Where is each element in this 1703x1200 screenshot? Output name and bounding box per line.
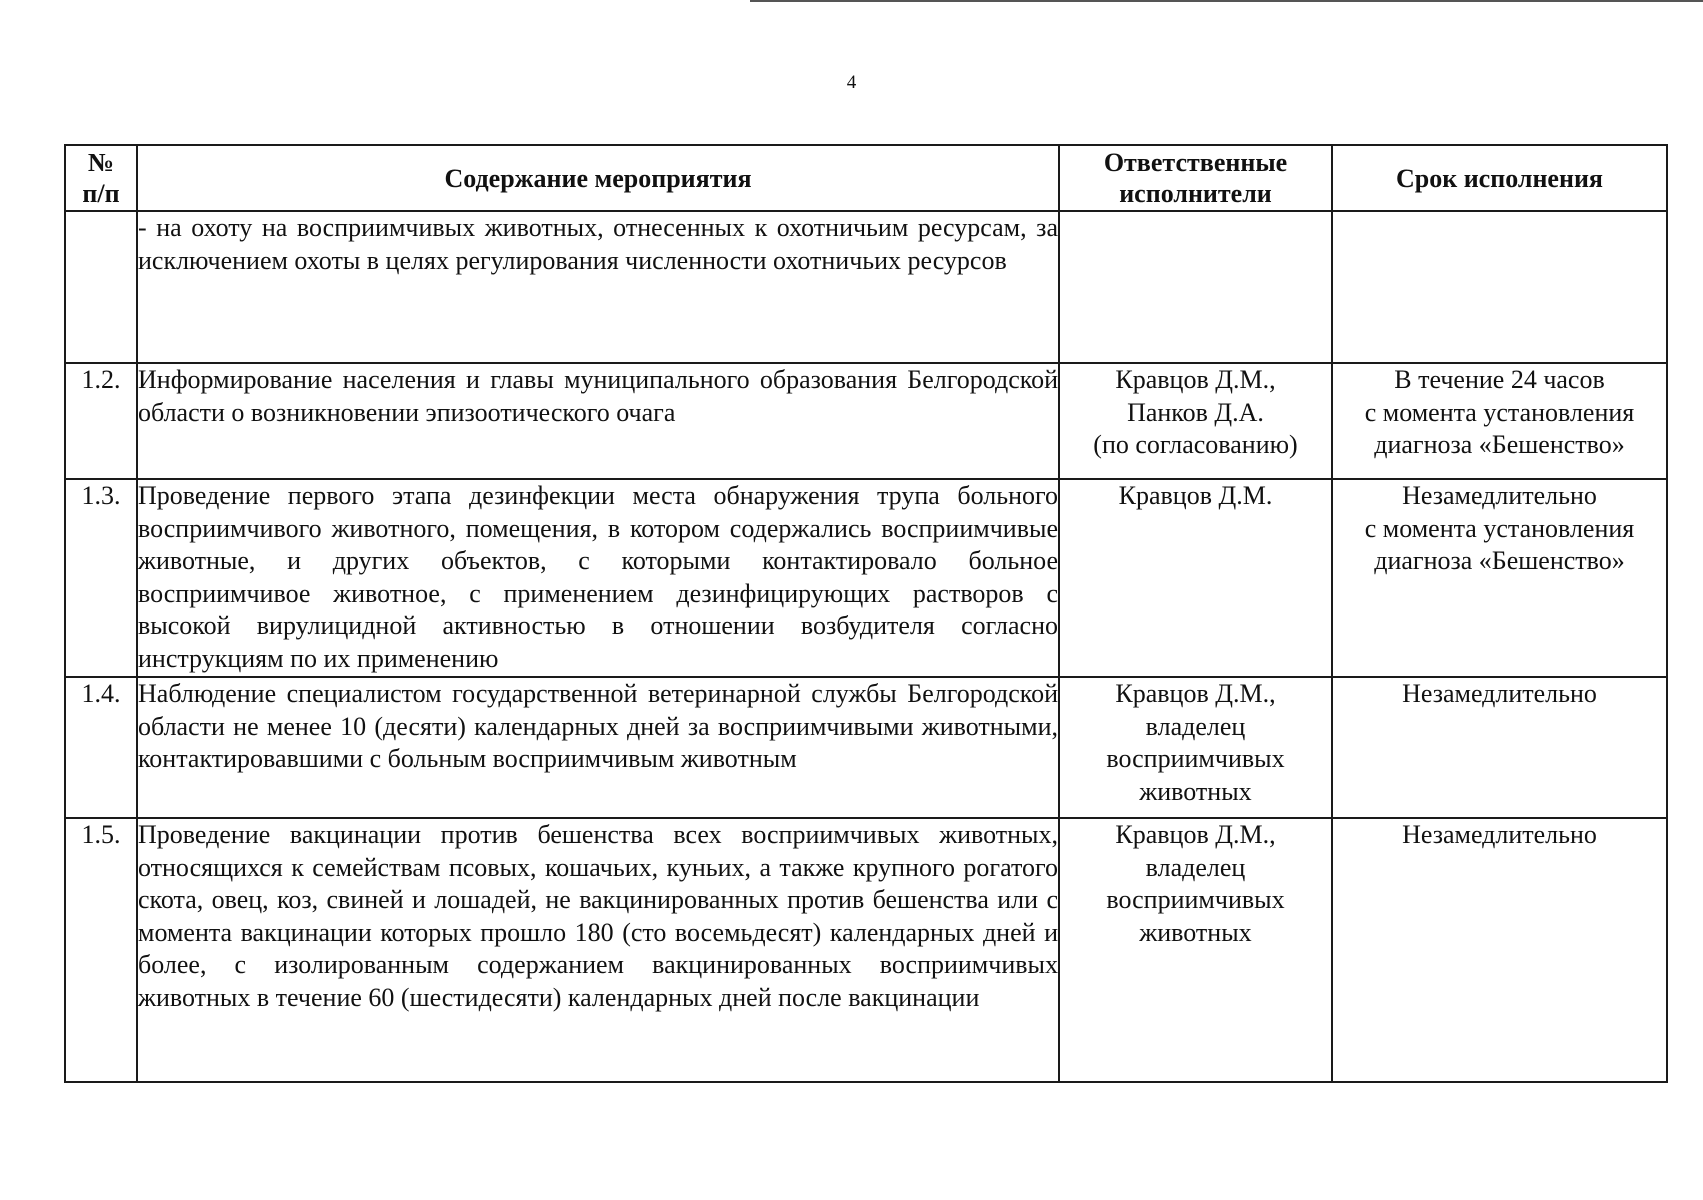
- row-deadline: [1332, 677, 1667, 818]
- table-row: [65, 818, 1667, 1082]
- responsible-line: Кравцов Д.М.,: [1115, 365, 1276, 394]
- row-number: 1.4.: [65, 677, 137, 818]
- responsible-line: (по согласованию): [1093, 430, 1298, 460]
- header-responsible-line: Ответственные: [1103, 148, 1288, 177]
- deadline-line: с момента установления: [1364, 397, 1635, 427]
- measures-table: [64, 144, 1668, 1083]
- responsible-line: Кравцов Д.М.: [1118, 481, 1273, 510]
- row-responsible: [1059, 677, 1332, 818]
- row-deadline: [1332, 211, 1667, 363]
- header-responsible-line: исполнители: [1119, 179, 1272, 208]
- row-number: [65, 211, 137, 363]
- row-number: 1.5.: [65, 818, 137, 1082]
- responsible-line: владелец: [1145, 711, 1246, 741]
- row-number: 1.3.: [65, 479, 137, 677]
- responsible-line: животных: [1139, 776, 1252, 806]
- row-responsible: [1059, 479, 1332, 677]
- deadline-line: В течение 24 часов: [1394, 365, 1605, 394]
- responsible-line: восприимчивых: [1106, 744, 1285, 774]
- row-responsible: [1059, 363, 1332, 479]
- table-row: [65, 479, 1667, 677]
- table-row: [65, 363, 1667, 479]
- header-num: [65, 145, 137, 211]
- responsible-line: Кравцов Д.М.,: [1115, 820, 1276, 849]
- header-num-line: п/п: [82, 179, 120, 208]
- row-deadline: [1332, 818, 1667, 1082]
- header-deadline: Срок исполнения: [1332, 145, 1667, 211]
- responsible-line: владелец: [1145, 852, 1246, 882]
- deadline-line: диагноза «Бешенство»: [1374, 546, 1625, 576]
- responsible-line: восприимчивых: [1106, 885, 1285, 915]
- row-content: Проведение вакцинации против бешенства всех восприимчивых животных, относящихся к семействам псовых, кошачьих, куньих, а также крупного рогатого скота, овец, коз, свиней и лошадей, не вакцинированных против бешенства или с момента вакцинации которых прошло 180 (сто восемьдесят) календарных дней и более, с изолированным содержанием вакцинированных восприимчивых животных в течение 60 (шестидесяти) календарных дней после вакцинации: [137, 818, 1059, 1082]
- deadline-line: диагноза «Бешенство»: [1374, 430, 1625, 460]
- row-content: Наблюдение специалистом государственной ветеринарной службы Белгородской области не менее 10 (десяти) календарных дней за восприимчивыми животными, контактировавшими с больным восприимчивым животным: [137, 677, 1059, 818]
- responsible-line: Кравцов Д.М.,: [1115, 679, 1276, 708]
- deadline-line: Незамедлительно: [1402, 679, 1597, 708]
- row-content: - на охоту на восприимчивых животных, отнесенных к охотничьим ресурсам, за исключением охоты в целях регулирования численности охотничьих ресурсов: [137, 211, 1059, 363]
- row-responsible: [1059, 818, 1332, 1082]
- row-content: Проведение первого этапа дезинфекции места обнаружения трупа больного восприимчивого животного, помещения, в котором содержались восприимчивые животные, и других объектов, с которыми контактировало больное восприимчивое животное, с применением дезинфицирующих растворов с высокой вирулицидной активностью в отношении возбудителя согласно инструкциям по их применению: [137, 479, 1059, 677]
- header-responsible: [1059, 145, 1332, 211]
- deadline-line: Незамедлительно: [1402, 481, 1597, 510]
- row-deadline: [1332, 479, 1667, 677]
- top-rule: [750, 0, 1703, 2]
- table-row: [65, 211, 1667, 363]
- responsible-line: животных: [1139, 917, 1252, 947]
- row-content: Информирование населения и главы муниципального образования Белгородской области о возникновении эпизоотического очага: [137, 363, 1059, 479]
- table-row: [65, 677, 1667, 818]
- header-num-line: №: [87, 148, 115, 177]
- page-number: 4: [846, 72, 857, 93]
- deadline-line: с момента установления: [1364, 513, 1635, 543]
- row-number: 1.2.: [65, 363, 137, 479]
- table-header-row: [65, 145, 1667, 211]
- row-responsible: [1059, 211, 1332, 363]
- row-deadline: [1332, 363, 1667, 479]
- header-content: Содержание мероприятия: [137, 145, 1059, 211]
- responsible-line: Панков Д.А.: [1127, 397, 1264, 427]
- deadline-line: Незамедлительно: [1402, 820, 1597, 849]
